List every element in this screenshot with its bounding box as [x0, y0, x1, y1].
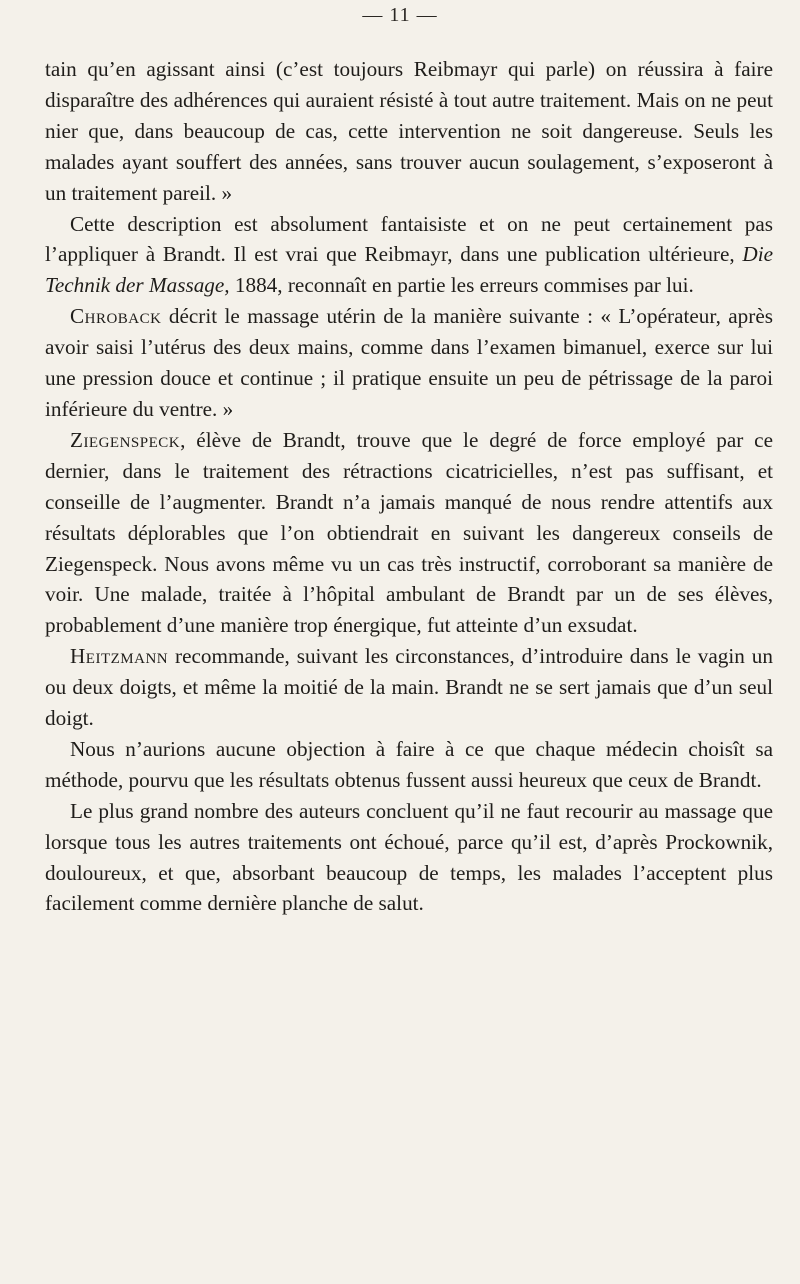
paragraph-2: [45, 209, 773, 302]
paragraph-3: [45, 301, 773, 425]
body-text: [45, 54, 773, 919]
paragraph-7: [45, 796, 773, 920]
paragraph-4: [45, 425, 773, 641]
paragraph-2-text-after: 1884, reconnaît en partie les erreurs commises par lui.: [229, 273, 694, 298]
paragraph-3-text: décrit le massage utérin de la manière suivante : « L’opérateur, après avoir saisi l’utérus des deux mains, comme dans l’examen bimanuel, exerce sur lui une pression douce et continue ; il pratique ensuite un peu de pétrissage de la paroi inférieure du ventre. »: [45, 304, 773, 421]
paragraph-6: [45, 734, 773, 796]
paragraph-5-text: recommande, suivant les circonstances, d’introduire dans le vagin un ou deux doigts, et même la moitié de la main. Brandt ne se sert jamais que d’un seul doigt.: [45, 644, 773, 731]
paragraph-4-text: , élève de Brandt, trouve que le degré de force employé par ce dernier, dans le traitement des rétractions cicatricielles, n’est pas suffisant, et conseille de l’augmenter. Brandt n’a jamais manqué de nous rendre attentifs aux résultats déplorables que l’on obtiendrait en suivant les dangereux conseils de Ziegenspeck. Nous avons même vu un cas très instructif, corroborant sa manière de voir. Une malade, traitée à l’hôpital ambulant de Brandt par un de ses élèves, probablement d’une manière trop énergique, fut atteinte d’un exsudat.: [45, 427, 773, 638]
paragraph-1-text: tain qu’en agissant ainsi (c’est toujours Reibmayr qui parle) on réussira à faire disparaître des adhérences qui auraient résisté à tout autre traitement. Mais on ne peut nier que, dans beaucoup de cas, cette intervention ne soit dangereuse. Seuls les malades ayant souffert des années, sans trouver aucun soulagement, s’exposeront à un traitement pareil. »: [45, 57, 773, 205]
paragraph-6-text: Nous n’aurions aucune objection à faire à ce que chaque médecin choisît sa méthode, pourvu que les résultats obtenus fussent aussi heureux que ceux de Brandt.: [45, 736, 773, 792]
author-name-heitzmann: Heitzmann: [70, 644, 169, 669]
page-number: — 11 —: [362, 4, 438, 26]
book-title-italic: Die Technik der Massage,: [45, 242, 773, 298]
author-name-ziegenspeck: Ziegenspeck: [70, 427, 181, 452]
paragraph-5: [45, 641, 773, 734]
paragraph-1: [45, 54, 773, 209]
paragraph-2-text-before: Cette description est absolument fantaisiste et on ne peut certainement pas l’appliquer à Brandt. Il est vrai que Reibmayr, dans une publication ultérieure,: [45, 211, 773, 267]
author-name-chroback: Chroback: [70, 304, 162, 329]
paragraph-7-text: Le plus grand nombre des auteurs concluent qu’il ne faut recourir au massage que lorsque tous les autres traitements ont échoué, parce qu’il est, d’après Prockownik, douloureux, et que, absorbant beaucoup de temps, les malades l’acceptent plus facilement comme dernière planche de salut.: [45, 798, 773, 916]
